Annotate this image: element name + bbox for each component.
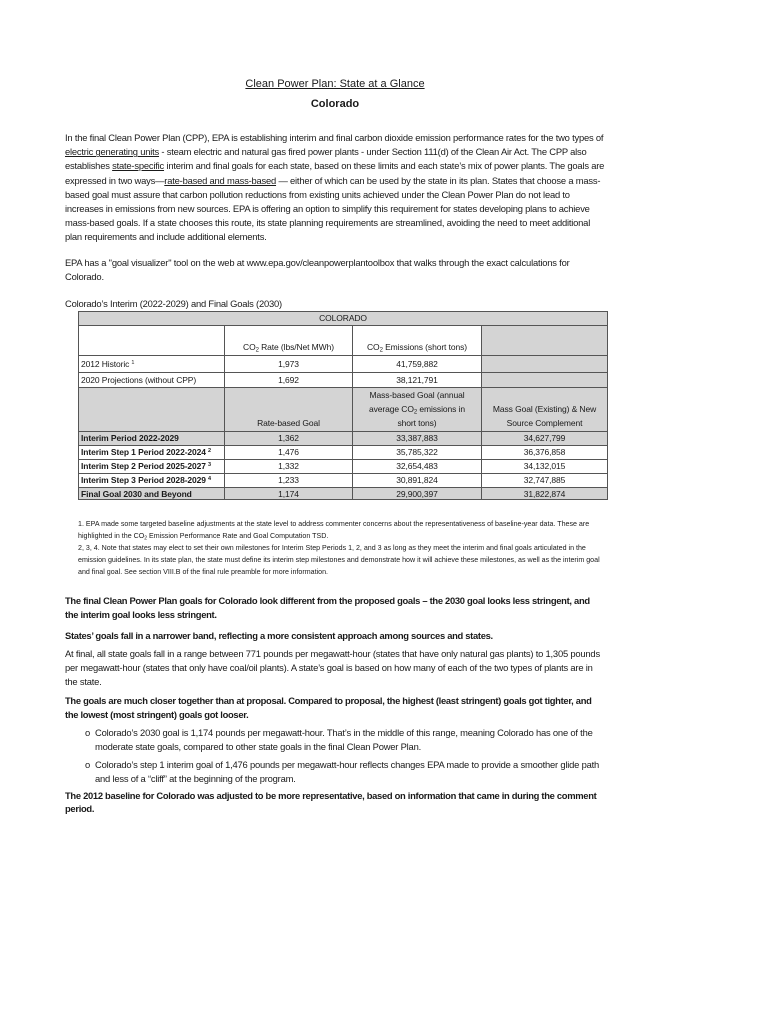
- footnote-marker: 3: [207, 462, 211, 469]
- footnote-2: 2, 3, 4. Note that states may elect to set their own milestones for Interim Step Periods 1, 2, and 3 as long as they meet the interim and final goals articulated in the emission guidelines. In its state plan, the state must define its interim step milestones and demonstrate how it will achieve these milestones, as well as the interim goal and final goal. See section VIII.B of the final rule preamble for more information.: [78, 544, 600, 577]
- table-row: [79, 460, 608, 474]
- table-empty-cell: [482, 326, 608, 356]
- co2-rate-header: [225, 326, 353, 356]
- goals-table: [78, 311, 608, 500]
- footnote-marker: 2: [207, 448, 211, 455]
- table-empty-cell: [482, 373, 608, 388]
- intro-text: - steam electric and natural gas fired power plants - under Section 111(d) of the Clean Air Act. The CPP also establishes: [65, 146, 587, 172]
- table-empty-cell: [79, 326, 225, 356]
- mass-header-wrap: [361, 388, 473, 430]
- complement-goal-value: 32,747,885: [482, 474, 608, 488]
- row-label-text: Interim Step 1 Period 2022-2024: [81, 447, 206, 458]
- bullet-item: [65, 758, 605, 786]
- footnote-1: [78, 518, 605, 542]
- range-paragraph: At final, all state goals fall in a range between 771 pounds per megawatt-hour (states that have only natural gas plants) to 1,305 pounds per megawatt-hour (states that only have coal/oil plants). A state’s goal is based on how many of each of the two types of plants are in the state.: [65, 648, 600, 688]
- table-state-header: COLORADO: [79, 312, 608, 326]
- bullet-item: [65, 726, 605, 754]
- row-label-text: Interim Step 3 Period 2028-2029: [81, 475, 206, 486]
- table-row: [79, 373, 608, 388]
- closer-together-finding: The goals are much closer together than at proposal. Compared to proposal, the highest (least stringent) goals got tighter, and the lowest (most stringent) goals got looser.: [65, 694, 592, 720]
- mass-goal-value: 29,900,397: [353, 488, 482, 500]
- header-text: emissions in short tons): [397, 404, 465, 429]
- table-row: [79, 488, 608, 500]
- subscript: 2: [413, 409, 418, 416]
- narrower-band-finding: States’ goals fall in a narrower band, reflecting a more consistent approach among sources and states.: [65, 629, 493, 641]
- subscript: 2: [255, 347, 259, 354]
- page-title: Clean Power Plan: State at a Glance: [245, 78, 425, 90]
- row-label-text: Interim Step 2 Period 2025-2027: [81, 461, 206, 472]
- bullet-marker: o: [85, 759, 91, 770]
- header-text: Rate (lbs/Net MWh): [258, 342, 334, 353]
- bullet-text: Colorado’s 2030 goal is 1,174 pounds per megawatt-hour. That’s in the middle of this range, meaning Colorado has one of the moderate state goals, compared to other state goals in the final Clean Power Plan.: [95, 727, 593, 753]
- rate-value: 1,692: [225, 373, 353, 388]
- footnote-text: 1. EPA made some targeted baseline adjustments at the state level to address commenter concerns about the representativeness of baseline-year data. These are highlighted in the CO: [78, 520, 590, 541]
- mass-goal-value: 33,387,883: [353, 432, 482, 446]
- headline-finding: The final Clean Power Plan goals for Colorado look different from the proposed goals – the 2030 goal looks less stringent, and the interim goal looks less stringent.: [65, 595, 590, 620]
- page-content: [65, 77, 605, 816]
- intro-text: — either of which can be used by the state in its plan. States that choose a mass-based goal must assure that carbon pollution reductions from existing units achieved under the Clean Power Plan do not lead to increases in emissions from new sources. EPA is offering an option to simplify this requirement for states developing plans to achieve mass-based goals. If a state chooses this route, its state planning requirements are streamlined, avoiding the need to meet additional plan requirements and include additional elements.: [65, 174, 601, 243]
- footnote-marker: 4: [207, 476, 211, 483]
- baseline-finding: The 2012 baseline for Colorado was adjusted to be more representative, based on information that came in during the comment period.: [65, 789, 597, 815]
- rate-goal-value: 1,174: [225, 488, 353, 500]
- table-row: [79, 474, 608, 488]
- link-electric-generating-units[interactable]: electric generating units: [65, 146, 160, 158]
- row-label-text: 2012 Historic: [81, 358, 130, 369]
- state-name: Colorado: [310, 98, 360, 110]
- complement-goal-value: 31,822,874: [482, 488, 608, 500]
- rate-value: 1,973: [225, 356, 353, 373]
- emissions-value: 41,759,882: [353, 356, 482, 373]
- header-text: CO: [367, 342, 380, 353]
- rate-based-goal-header: Rate-based Goal: [225, 388, 353, 432]
- header-text: CO: [243, 342, 256, 353]
- row-label: [79, 446, 225, 460]
- mass-goal-value: 32,654,483: [353, 460, 482, 474]
- table-row: [79, 356, 608, 373]
- bullet-marker: o: [85, 727, 91, 739]
- rate-goal-value: 1,332: [225, 460, 353, 474]
- rate-goal-value: 1,233: [225, 474, 353, 488]
- table-row: [79, 432, 608, 446]
- table-row: [79, 446, 608, 460]
- link-rate-based-and-mass-based[interactable]: rate-based and mass-based: [164, 174, 277, 186]
- row-label: 2020 Projections (without CPP): [79, 373, 225, 388]
- intro-text: interim and final goals for each state, based on these limits and each state’s mix of power plants. The goals are expressed in two ways—: [65, 160, 605, 186]
- bullet-text: Colorado’s step 1 interim goal of 1,476 pounds per megawatt-hour reflects changes EPA made to provide a smoother glide path and less of a “cliff” at the beginning of the program.: [95, 759, 600, 784]
- complement-goal-value: 34,627,799: [482, 432, 608, 446]
- row-label: Interim Period 2022-2029: [79, 432, 225, 446]
- table-empty-cell: [482, 356, 608, 373]
- mass-goal-value: 35,785,322: [353, 446, 482, 460]
- goal-visualizer-note: EPA has a "goal visualizer" tool on the web at www.epa.gov/cleanpowerplantoolbox that walks through the exact calculations for Colorado.: [65, 256, 570, 282]
- intro-text: In the final Clean Power Plan (CPP), EPA is establishing interim and final carbon dioxide emission performance rates for the two types of: [65, 132, 604, 143]
- intro-paragraph: [65, 131, 605, 245]
- rate-goal-value: 1,476: [225, 446, 353, 460]
- complement-goal-value: 36,376,858: [482, 446, 608, 460]
- row-label: [79, 356, 225, 373]
- table-empty-cell: [79, 388, 225, 432]
- subscript: 2: [144, 535, 148, 542]
- table-footnotes: [78, 518, 605, 578]
- row-label: [79, 460, 225, 474]
- co2-emissions-header: [353, 326, 482, 356]
- complement-goal-value: 34,132,015: [482, 460, 608, 474]
- emissions-value: 38,121,791: [353, 373, 482, 388]
- footnote-marker: 1: [131, 359, 135, 366]
- mass-based-goal-header: [353, 388, 482, 432]
- goal-header-row: [79, 388, 608, 432]
- row-label: [79, 474, 225, 488]
- findings-section: [65, 594, 605, 816]
- table-header-row: [79, 312, 608, 326]
- link-state-specific[interactable]: state-specific: [112, 160, 165, 172]
- header-text: Emissions (short tons): [382, 342, 467, 353]
- mass-goal-complement-header: Mass Goal (Existing) & New Source Complement: [482, 388, 608, 432]
- table-caption: Colorado’s Interim (2022-2029) and Final Goals (2030): [65, 298, 282, 310]
- rate-goal-value: 1,362: [225, 432, 353, 446]
- table-column-header-row: [79, 326, 608, 356]
- footnote-text: Emission Performance Rate and Goal Computation TSD.: [147, 532, 329, 541]
- header-text: Mass-based Goal (annual average CO: [369, 390, 465, 415]
- subscript: 2: [379, 347, 383, 354]
- mass-goal-value: 30,891,824: [353, 474, 482, 488]
- row-label: Final Goal 2030 and Beyond: [79, 488, 225, 500]
